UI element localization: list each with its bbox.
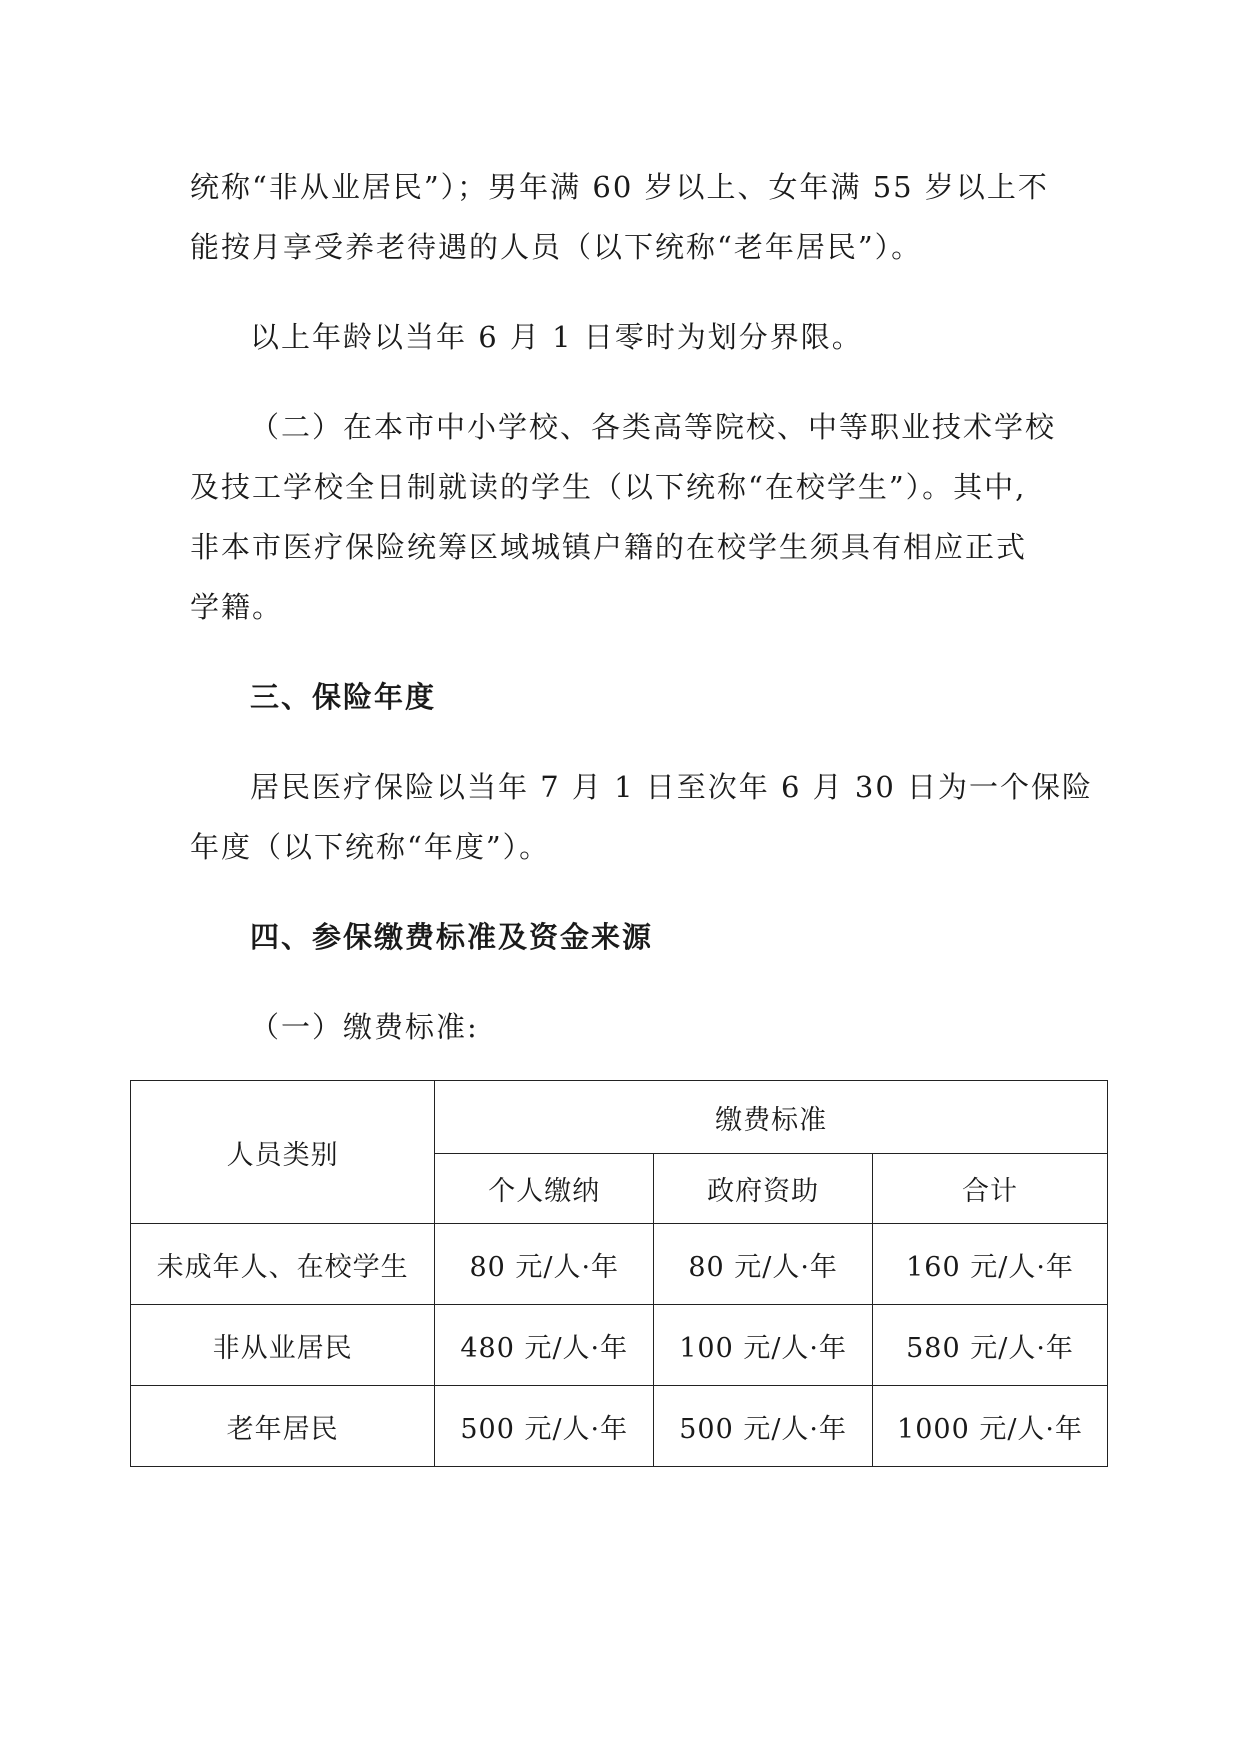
paragraph-line: 非本市医疗保险统筹区域城镇户籍的在校学生须具有相应正式 xyxy=(190,530,1028,564)
section-heading: 四、参保缴费标准及资金来源 xyxy=(250,920,654,954)
subsection-heading: （一）缴费标准: xyxy=(250,1010,479,1044)
personal-cell: 480 元/人·年 xyxy=(435,1305,654,1386)
category-cell: 老年居民 xyxy=(131,1386,435,1467)
paragraph-line: 统称“非从业居民”）；男年满 60 岁以上、女年满 55 岁以上不 xyxy=(190,170,1049,204)
paragraph-line: 能按月享受养老待遇的人员（以下统称“老年居民”）。 xyxy=(190,230,923,264)
government-cell: 100 元/人·年 xyxy=(654,1305,873,1386)
paragraph-line: 学籍。 xyxy=(190,590,284,624)
section-heading: 三、保险年度 xyxy=(250,680,437,714)
fee-standard-header: 缴费标准 xyxy=(435,1081,1108,1154)
total-cell: 1000 元/人·年 xyxy=(873,1386,1108,1467)
paragraph-line: （二）在本市中小学校、各类高等院校、中等职业技术学校 xyxy=(250,410,1057,444)
total-cell: 580 元/人·年 xyxy=(873,1305,1108,1386)
government-cell: 80 元/人·年 xyxy=(654,1224,873,1305)
table-row xyxy=(131,1305,1108,1386)
fee-standard-table xyxy=(130,1080,1108,1467)
category-cell: 非从业居民 xyxy=(131,1305,435,1386)
paragraph-line: 居民医疗保险以当年 7 月 1 日至次年 6 月 30 日为一个保险 xyxy=(250,770,1094,804)
personal-header: 个人缴纳 xyxy=(435,1154,654,1224)
paragraph-line: 年度（以下统称“年度”）。 xyxy=(190,830,551,864)
government-header: 政府资助 xyxy=(654,1154,873,1224)
paragraph-line: 以上年龄以当年 6 月 1 日零时为划分界限。 xyxy=(250,320,863,354)
table-row xyxy=(131,1386,1108,1467)
paragraph-line: 及技工学校全日制就读的学生（以下统称“在校学生”）。其中, xyxy=(190,470,1027,504)
personal-cell: 500 元/人·年 xyxy=(435,1386,654,1467)
table-row xyxy=(131,1224,1108,1305)
table-header-row xyxy=(131,1081,1108,1154)
total-header: 合计 xyxy=(873,1154,1108,1224)
total-cell: 160 元/人·年 xyxy=(873,1224,1108,1305)
personal-cell: 80 元/人·年 xyxy=(435,1224,654,1305)
category-header: 人员类别 xyxy=(131,1081,435,1224)
government-cell: 500 元/人·年 xyxy=(654,1386,873,1467)
category-cell: 未成年人、在校学生 xyxy=(131,1224,435,1305)
